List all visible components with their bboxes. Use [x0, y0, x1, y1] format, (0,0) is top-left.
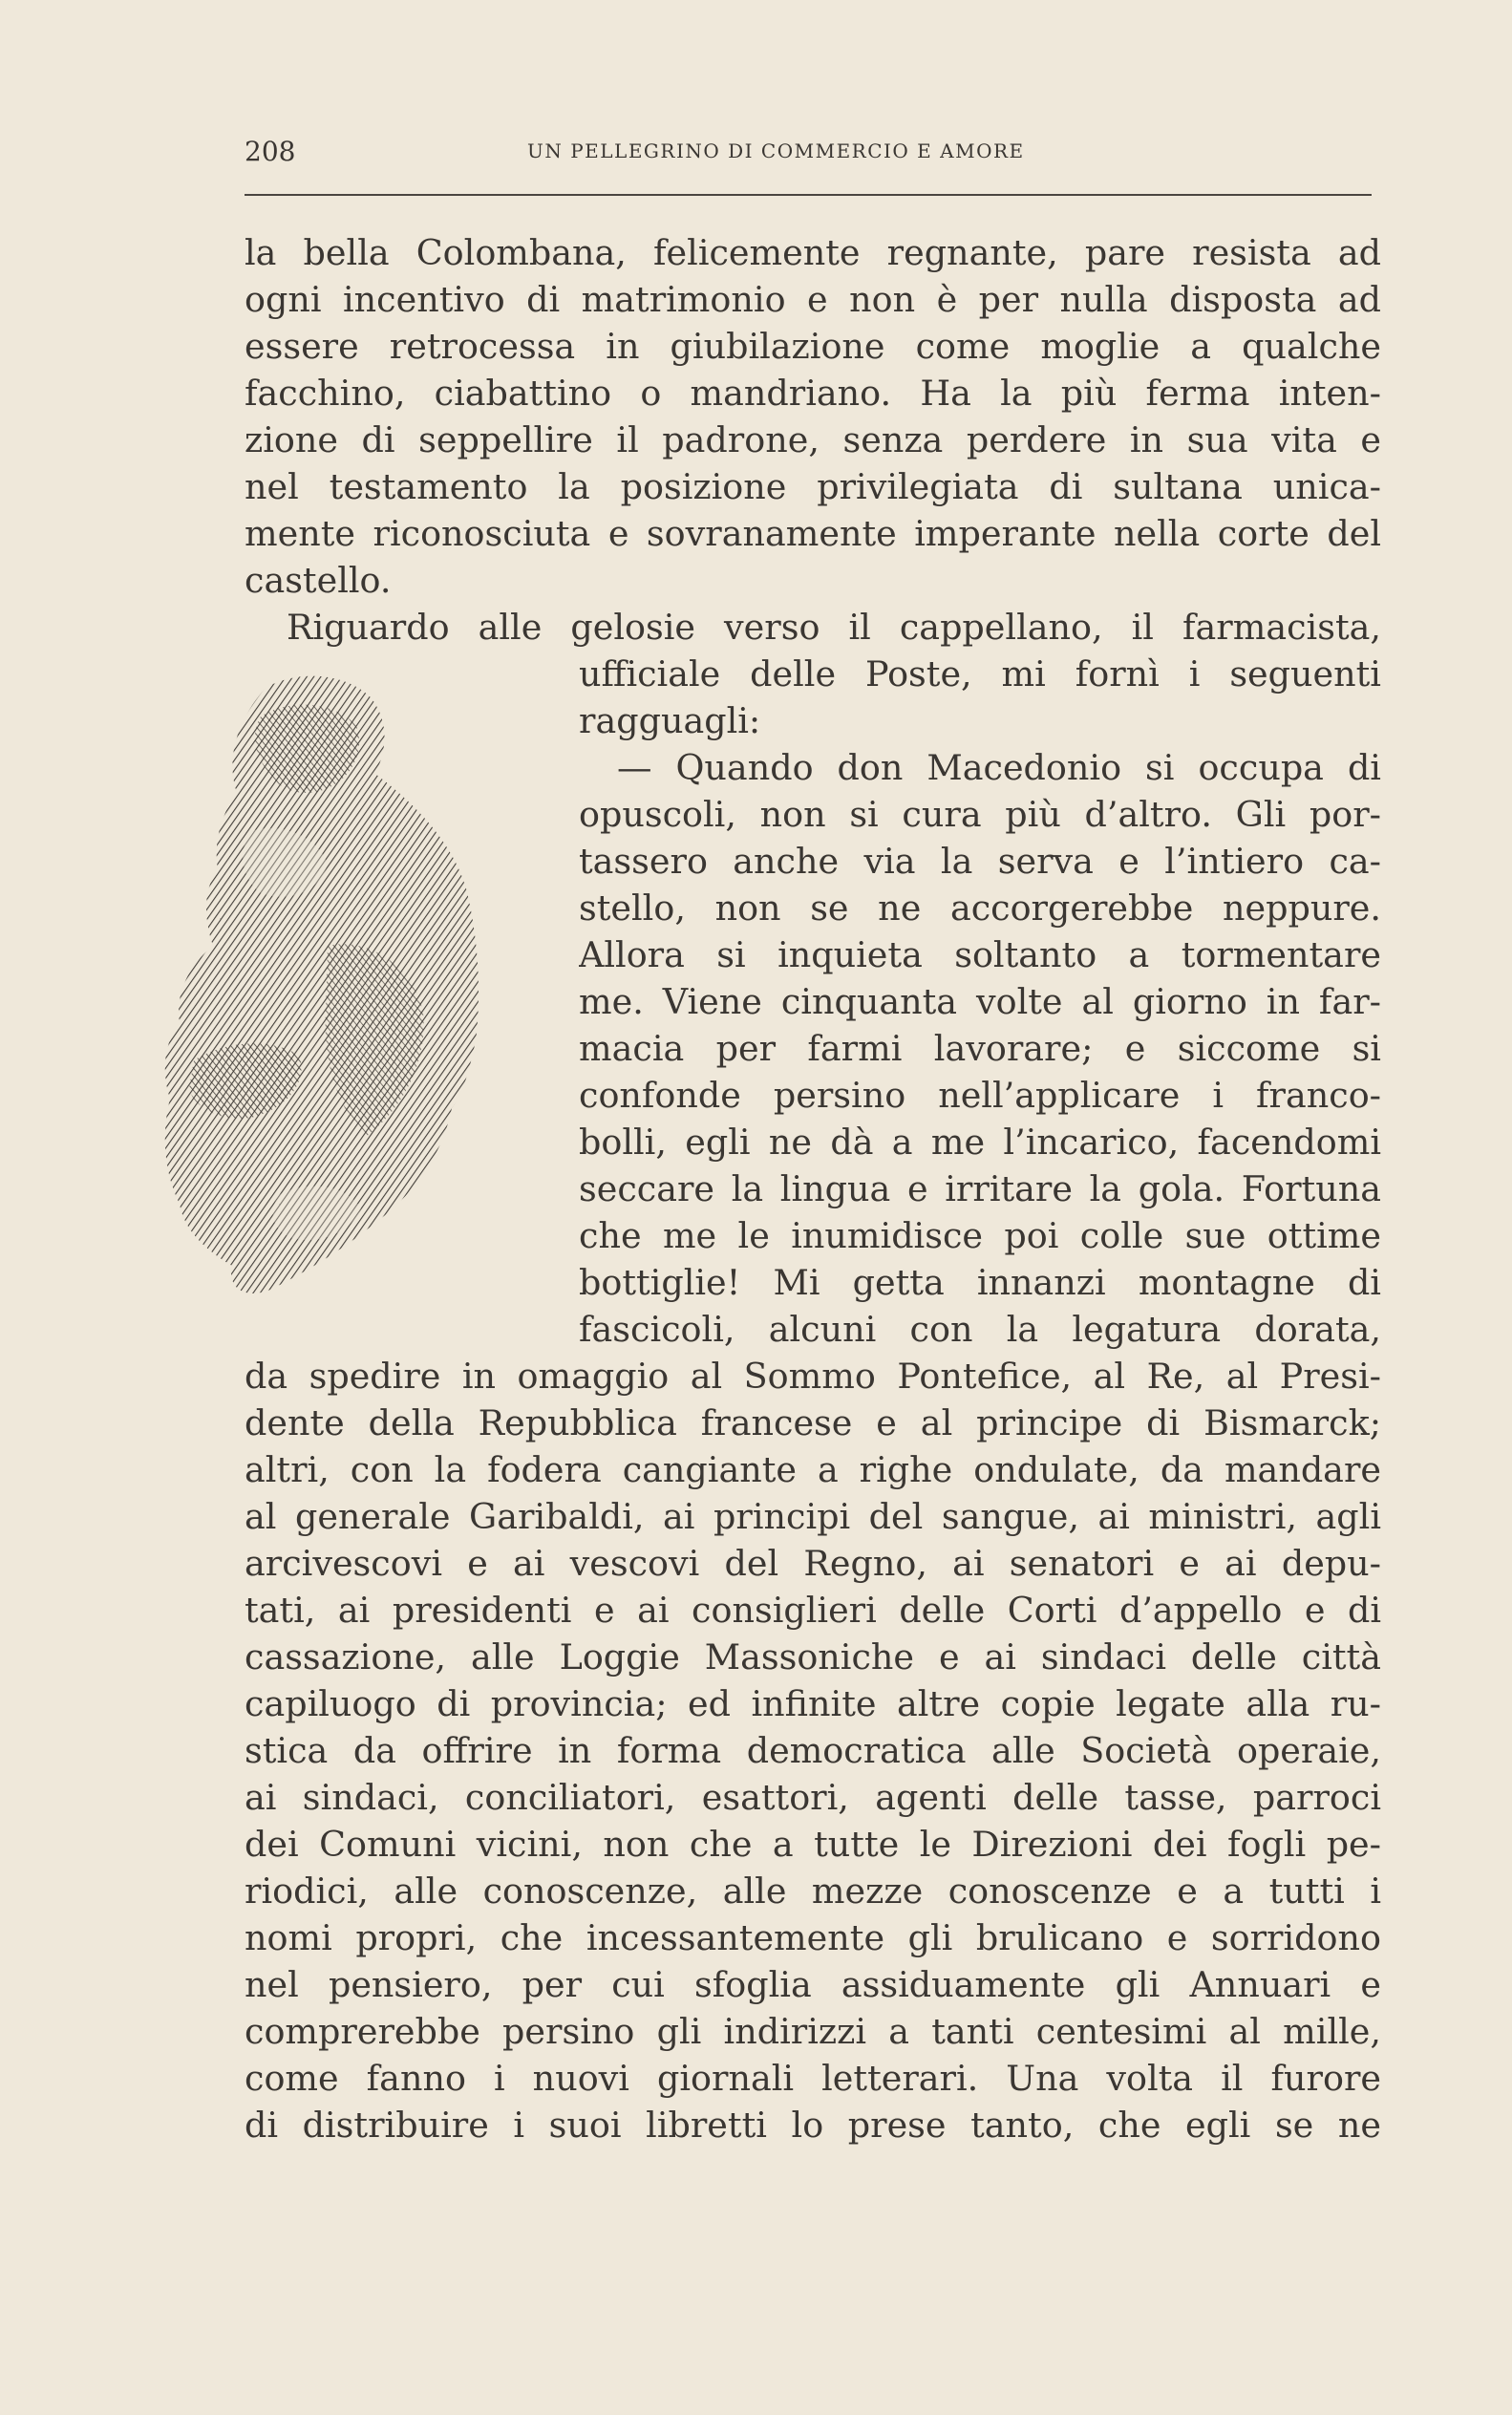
text-line: essere retrocessa in giubilazione come moglie a qualche: [245, 326, 1381, 367]
text-line: da spedire in omaggio al Sommo Pontefice, al Re, al Presi-: [245, 1356, 1381, 1397]
running-title: UN PELLEGRINO DI COMMERCIO E AMORE: [527, 139, 1025, 162]
header-rule: [245, 194, 1372, 196]
text-line: nomi propri, che incessantemente gli brulicano e sorridono: [245, 1917, 1381, 1958]
text-line: fascicoli, alcuni con la legatura dorata,: [579, 1309, 1381, 1350]
text-line: facchino, ciabattino o mandriano. Ha la più ferma inten-: [245, 373, 1381, 414]
text-line: zione di seppellire il padrone, senza perdere in sua vita e: [245, 419, 1381, 460]
text-line: nel pensiero, per cui sfoglia assiduamente gli Annuari e: [245, 1964, 1381, 2005]
text-line: tati, ai presidenti e ai consiglieri delle Corti d’appello e di: [245, 1590, 1381, 1631]
text-line: Allora si inquieta soltanto a tormentare: [579, 934, 1381, 975]
page-number: 208: [245, 136, 296, 167]
text-line: — Quando don Macedonio si occupa di: [617, 747, 1381, 788]
text-line: dente della Repubblica francese e al principe di Bismarck;: [245, 1402, 1381, 1443]
text-line: al generale Garibaldi, ai principi del sangue, ai ministri, agli: [245, 1496, 1381, 1537]
text-line: altri, con la fodera cangiante a righe ondulate, da mandare: [245, 1449, 1381, 1490]
text-line: ogni incentivo di matrimonio e non è per nulla disposta ad: [245, 279, 1381, 320]
text-line: opuscoli, non si cura più d’altro. Gli por-: [579, 794, 1381, 835]
text-line: me. Viene cinquanta volte al giorno in far-: [579, 981, 1381, 1022]
text-line: stello, non se ne accorgerebbe neppure.: [579, 887, 1381, 929]
text-line: arcivescovi e ai vescovi del Regno, ai senatori e ai depu-: [245, 1543, 1381, 1584]
text-line: castello.: [245, 560, 392, 601]
text-line: nel testamento la posizione privilegiata di sultana unica-: [245, 466, 1381, 507]
text-line: riodici, alle conoscenze, alle mezze conoscenze e a tutti i: [245, 1870, 1381, 1912]
text-line: macia per farmi lavorare; e siccome si: [579, 1028, 1381, 1069]
text-line: ai sindaci, conciliatori, esattori, agenti delle tasse, parroci: [245, 1777, 1381, 1818]
text-line: dei Comuni vicini, non che a tutte le Direzioni dei fogli pe-: [245, 1824, 1381, 1865]
text-line: mente riconosciuta e sovranamente imperante nella corte del: [245, 513, 1381, 554]
text-line: stica da offrire in forma democratica alle Società operaie,: [245, 1730, 1381, 1771]
text-line: Riguardo alle gelosie verso il cappellano, il farmacista,: [287, 607, 1381, 648]
text-line: ragguagli:: [579, 700, 761, 741]
text-line: comprerebbe persino gli indirizzi a tanti centesimi al mille,: [245, 2011, 1381, 2052]
text-line: che me le inumidisce poi colle sue ottime: [579, 1215, 1381, 1256]
text-line: di distribuire i suoi libretti lo prese tanto, che egli se ne: [245, 2105, 1381, 2146]
text-line: la bella Colombana, felicemente regnante, pare resista ad: [245, 232, 1381, 273]
text-line: ufficiale delle Poste, mi fornì i seguenti: [579, 653, 1381, 695]
page-header: [245, 136, 1372, 170]
text-line: confonde persino nell’applicare i franco-: [579, 1075, 1381, 1116]
text-line: bolli, egli ne dà a me l’incarico, facendomi: [579, 1122, 1381, 1163]
text-line: tassero anche via la serva e l’intiero ca-: [579, 841, 1381, 882]
text-line: cassazione, alle Loggie Massoniche e ai sindaci delle città: [245, 1636, 1381, 1678]
text-line: capiluogo di provincia; ed infinite altre copie legate alla ru-: [245, 1683, 1381, 1724]
text-line: bottiglie! Mi getta innanzi montagne di: [579, 1262, 1381, 1303]
body-text: [245, 229, 1381, 2148]
text-line: come fanno i nuovi giornali letterari. Una volta il furore: [245, 2058, 1381, 2099]
text-line: seccare la lingua e irritare la gola. Fortuna: [579, 1168, 1381, 1209]
